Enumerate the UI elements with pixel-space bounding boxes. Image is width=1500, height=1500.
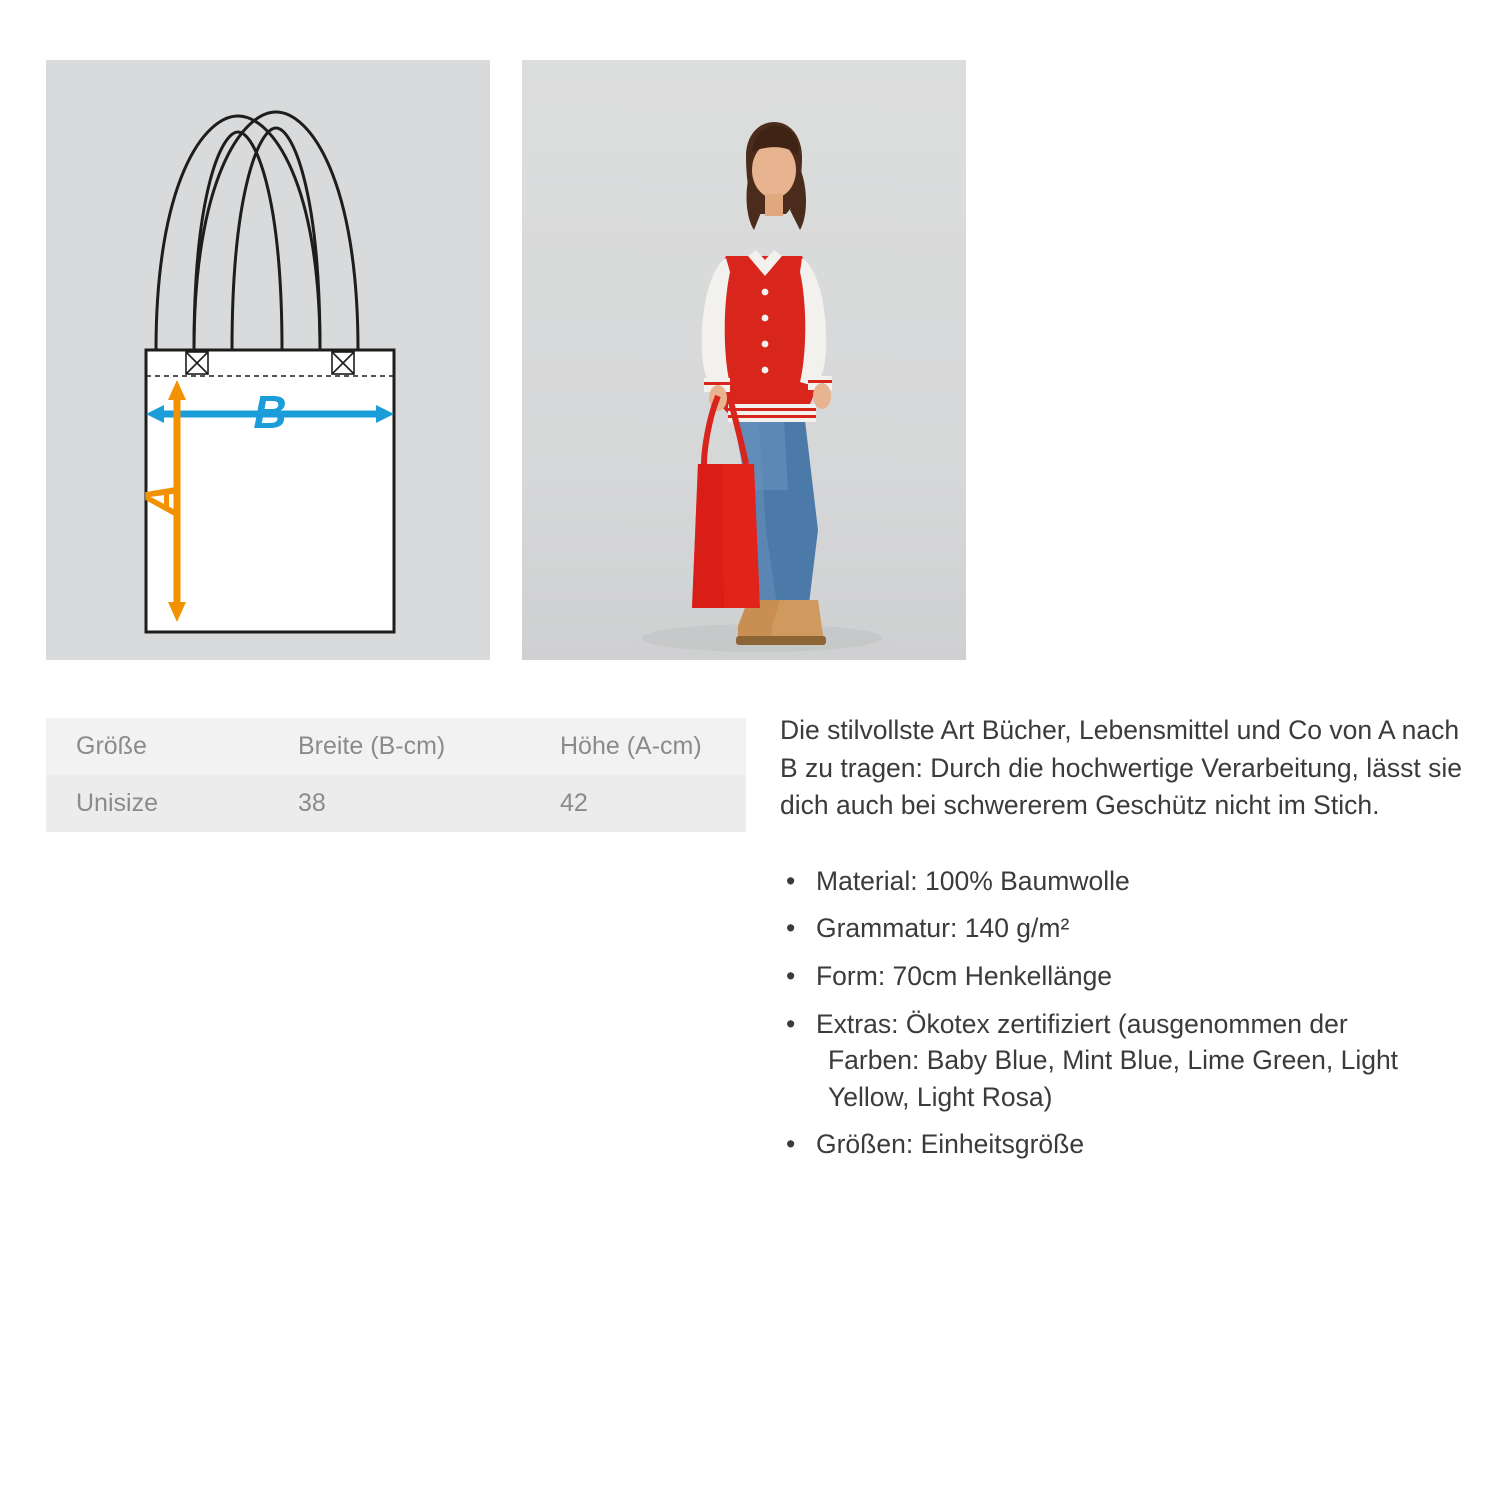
bullet-marker-icon: • xyxy=(786,1008,796,1039)
list-item xyxy=(780,1126,1470,1163)
product-images-row xyxy=(46,60,966,660)
feature-text: Größen: Einheitsgröße xyxy=(816,1129,1085,1160)
list-item xyxy=(780,910,1470,947)
feature-text: Extras: Ökotex zertifiziert (ausgenommen der xyxy=(816,1008,1348,1039)
width-label: B xyxy=(253,386,287,438)
size-table-header-width: Breite (B-cm) xyxy=(298,732,446,760)
bullet-marker-icon: • xyxy=(786,865,796,896)
bullet-marker-icon: • xyxy=(786,913,796,944)
height-label: A xyxy=(135,483,187,517)
product-description xyxy=(780,712,1470,1174)
technical-drawing-panel xyxy=(46,60,490,660)
feature-text-continuation: Farben: Baby Blue, Mint Blue, Lime Green, Light Yellow, Light Rosa) xyxy=(828,1045,1399,1112)
bullet-marker-icon: • xyxy=(786,1129,796,1160)
model-photo-panel xyxy=(522,60,966,660)
model-with-tote-bag-photo xyxy=(522,60,966,660)
size-table-header-size: Größe xyxy=(76,732,147,760)
description-paragraph: Die stilvollste Art Bücher, Lebensmittel und Co von A nach B zu tragen: Durch die hochwertige Verarbeitung, lässt sie dich auch bei schwererem Geschütz nicht im Stich. xyxy=(780,715,1463,821)
feature-text: Form: 70cm Henkellänge xyxy=(816,961,1113,991)
size-table xyxy=(46,718,746,832)
size-table-header-row xyxy=(46,718,746,775)
size-table-header-height: Höhe (A-cm) xyxy=(560,732,702,760)
size-cell-height: 42 xyxy=(560,789,588,817)
model-head xyxy=(746,122,806,230)
size-cell-name: Unisize xyxy=(76,789,158,817)
bullet-marker-icon: • xyxy=(786,961,796,991)
size-cell-width: 38 xyxy=(298,789,326,817)
tote-bag-technical-drawing xyxy=(46,60,490,660)
list-item xyxy=(780,1006,1470,1116)
product-feature-list xyxy=(780,863,1470,1163)
table-row xyxy=(46,775,746,832)
list-item xyxy=(780,958,1470,995)
list-item xyxy=(780,863,1470,900)
feature-text: Material: 100% Baumwolle xyxy=(816,865,1130,896)
feature-text: Grammatur: 140 g/m² xyxy=(816,913,1070,944)
